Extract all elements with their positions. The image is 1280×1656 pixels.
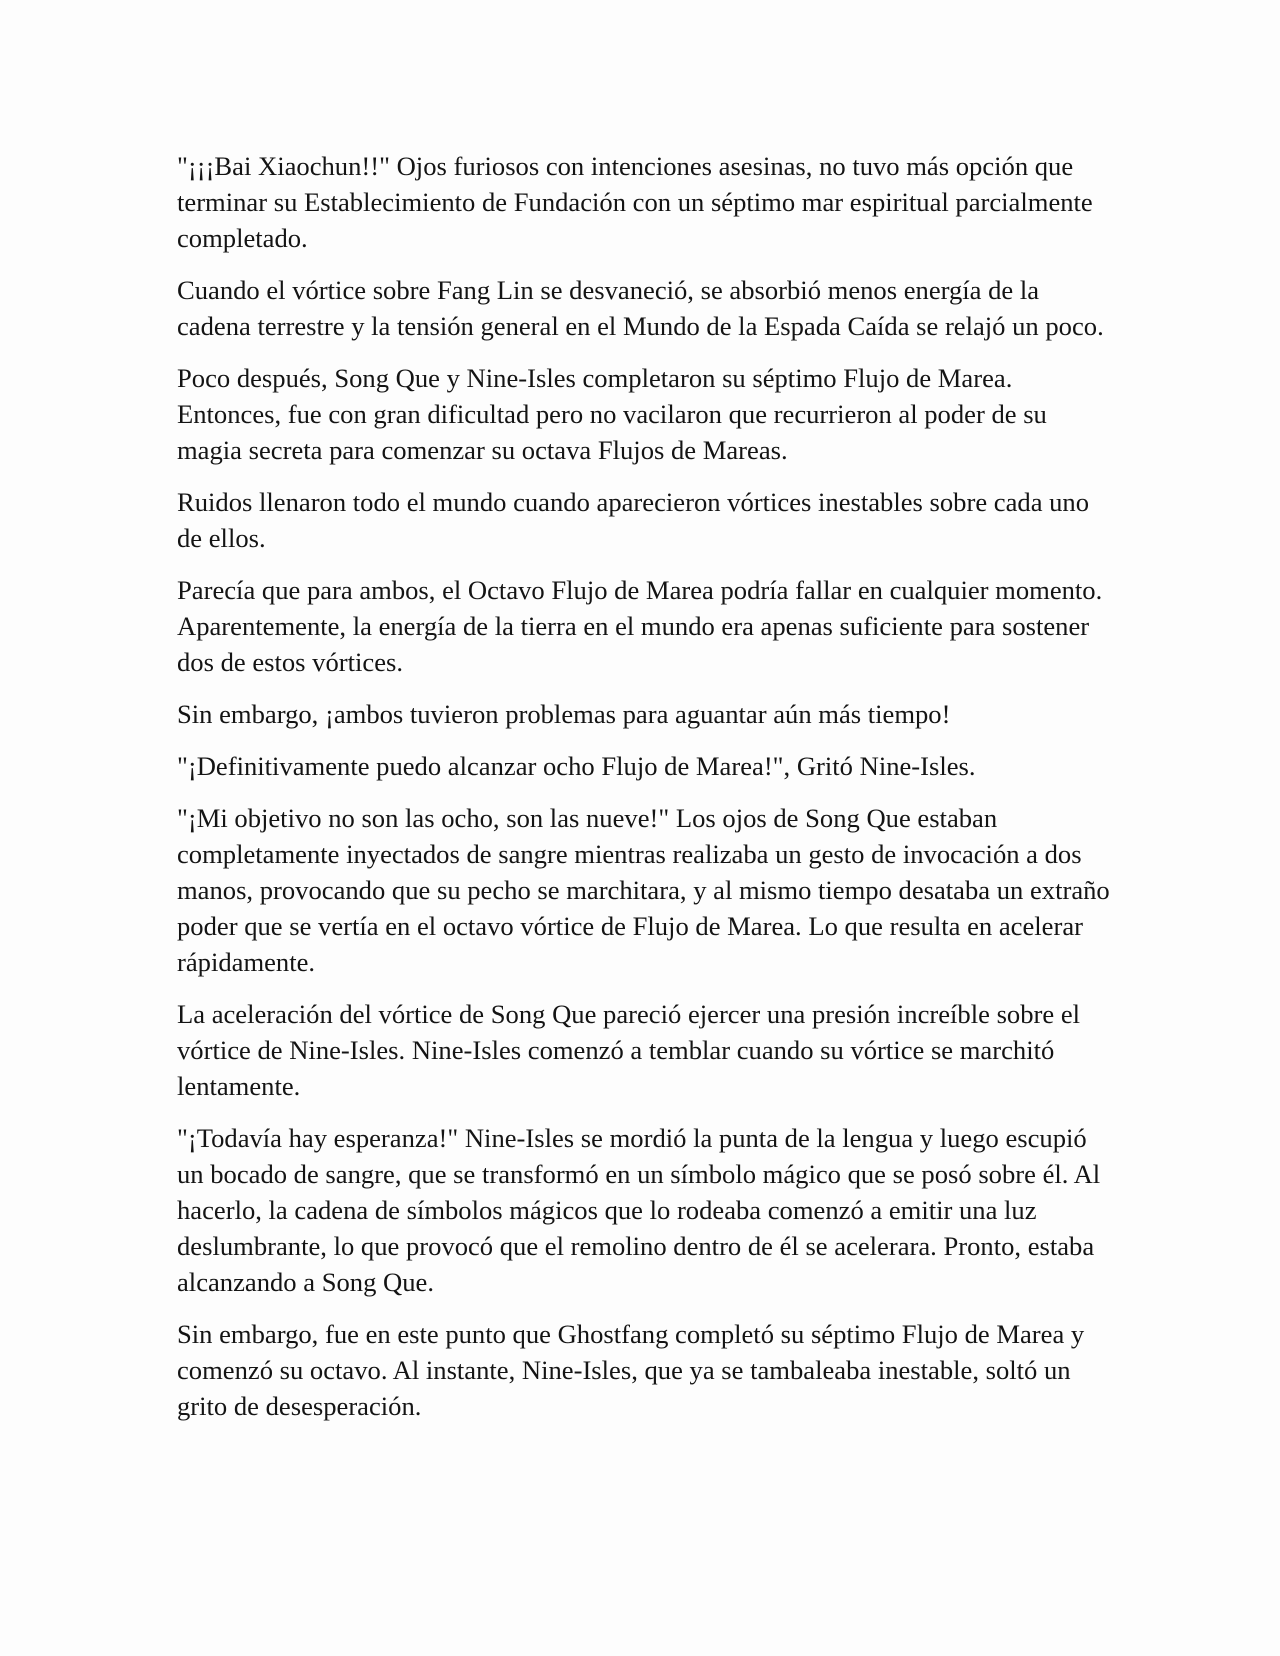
paragraph-2: Cuando el vórtice sobre Fang Lin se desvaneció, se absorbió menos energía de la cadena terrestre y la tensión general en el Mundo de la Espada Caída se relajó un poco.	[177, 275, 1104, 341]
paragraph-10: "¡Todavía hay esperanza!" Nine-Isles se mordió la punta de la lengua y luego escupió un bocado de sangre, que se transformó en un símbolo mágico que se posó sobre él. Al hacerlo, la cadena de símbolos mágicos que lo rodeaba comenzó a emitir una luz deslumbrante, lo que provocó que el remolino dentro de él se acelerara. Pronto, estaba alcanzando a Song Que.	[177, 1123, 1101, 1297]
paragraph-4: Ruidos llenaron todo el mundo cuando aparecieron vórtices inestables sobre cada uno de ellos.	[177, 487, 1090, 553]
paragraph-3: Poco después, Song Que y Nine-Isles completaron su séptimo Flujo de Marea. Entonces, fue con gran dificultad pero no vacilaron que recurrieron al poder de su magia secreta para comenzar su octava Flujos de Mareas.	[177, 363, 1047, 465]
paragraph-6: Sin embargo, ¡ambos tuvieron problemas para aguantar aún más tiempo!	[177, 699, 951, 729]
paragraph-8: "¡Mi objetivo no son las ocho, son las nueve!" Los ojos de Song Que estaban completamente inyectados de sangre mientras realizaba un gesto de invocación a dos manos, provocando que su pecho se marchitara, y al mismo tiempo desataba un extraño poder que se vertía en el octavo vórtice de Flujo de Marea. Lo que resulta en acelerar rápidamente.	[177, 803, 1110, 977]
paragraph-9: La aceleración del vórtice de Song Que pareció ejercer una presión increíble sobre el vórtice de Nine-Isles. Nine-Isles comenzó a temblar cuando su vórtice se marchitó lentamente.	[177, 999, 1081, 1101]
paragraph-11: Sin embargo, fue en este punto que Ghostfang completó su séptimo Flujo de Marea y comenzó su octavo. Al instante, Nine-Isles, que ya se tambaleaba inestable, soltó un grito de desesperación.	[177, 1319, 1085, 1421]
paragraph-5: Parecía que para ambos, el Octavo Flujo de Marea podría fallar en cualquier momento. Aparentemente, la energía de la tierra en el mundo era apenas suficiente para sostener dos de estos vórtices.	[177, 575, 1103, 677]
paragraph-1: "¡¡¡Bai Xiaochun!!" Ojos furiosos con intenciones asesinas, no tuvo más opción que terminar su Establecimiento de Fundación con un séptimo mar espiritual parcialmente completado.	[177, 151, 1093, 253]
paragraph-7: "¡Definitivamente puedo alcanzar ocho Flujo de Marea!", Gritó Nine-Isles.	[177, 751, 976, 781]
document-page	[177, 148, 1112, 1440]
